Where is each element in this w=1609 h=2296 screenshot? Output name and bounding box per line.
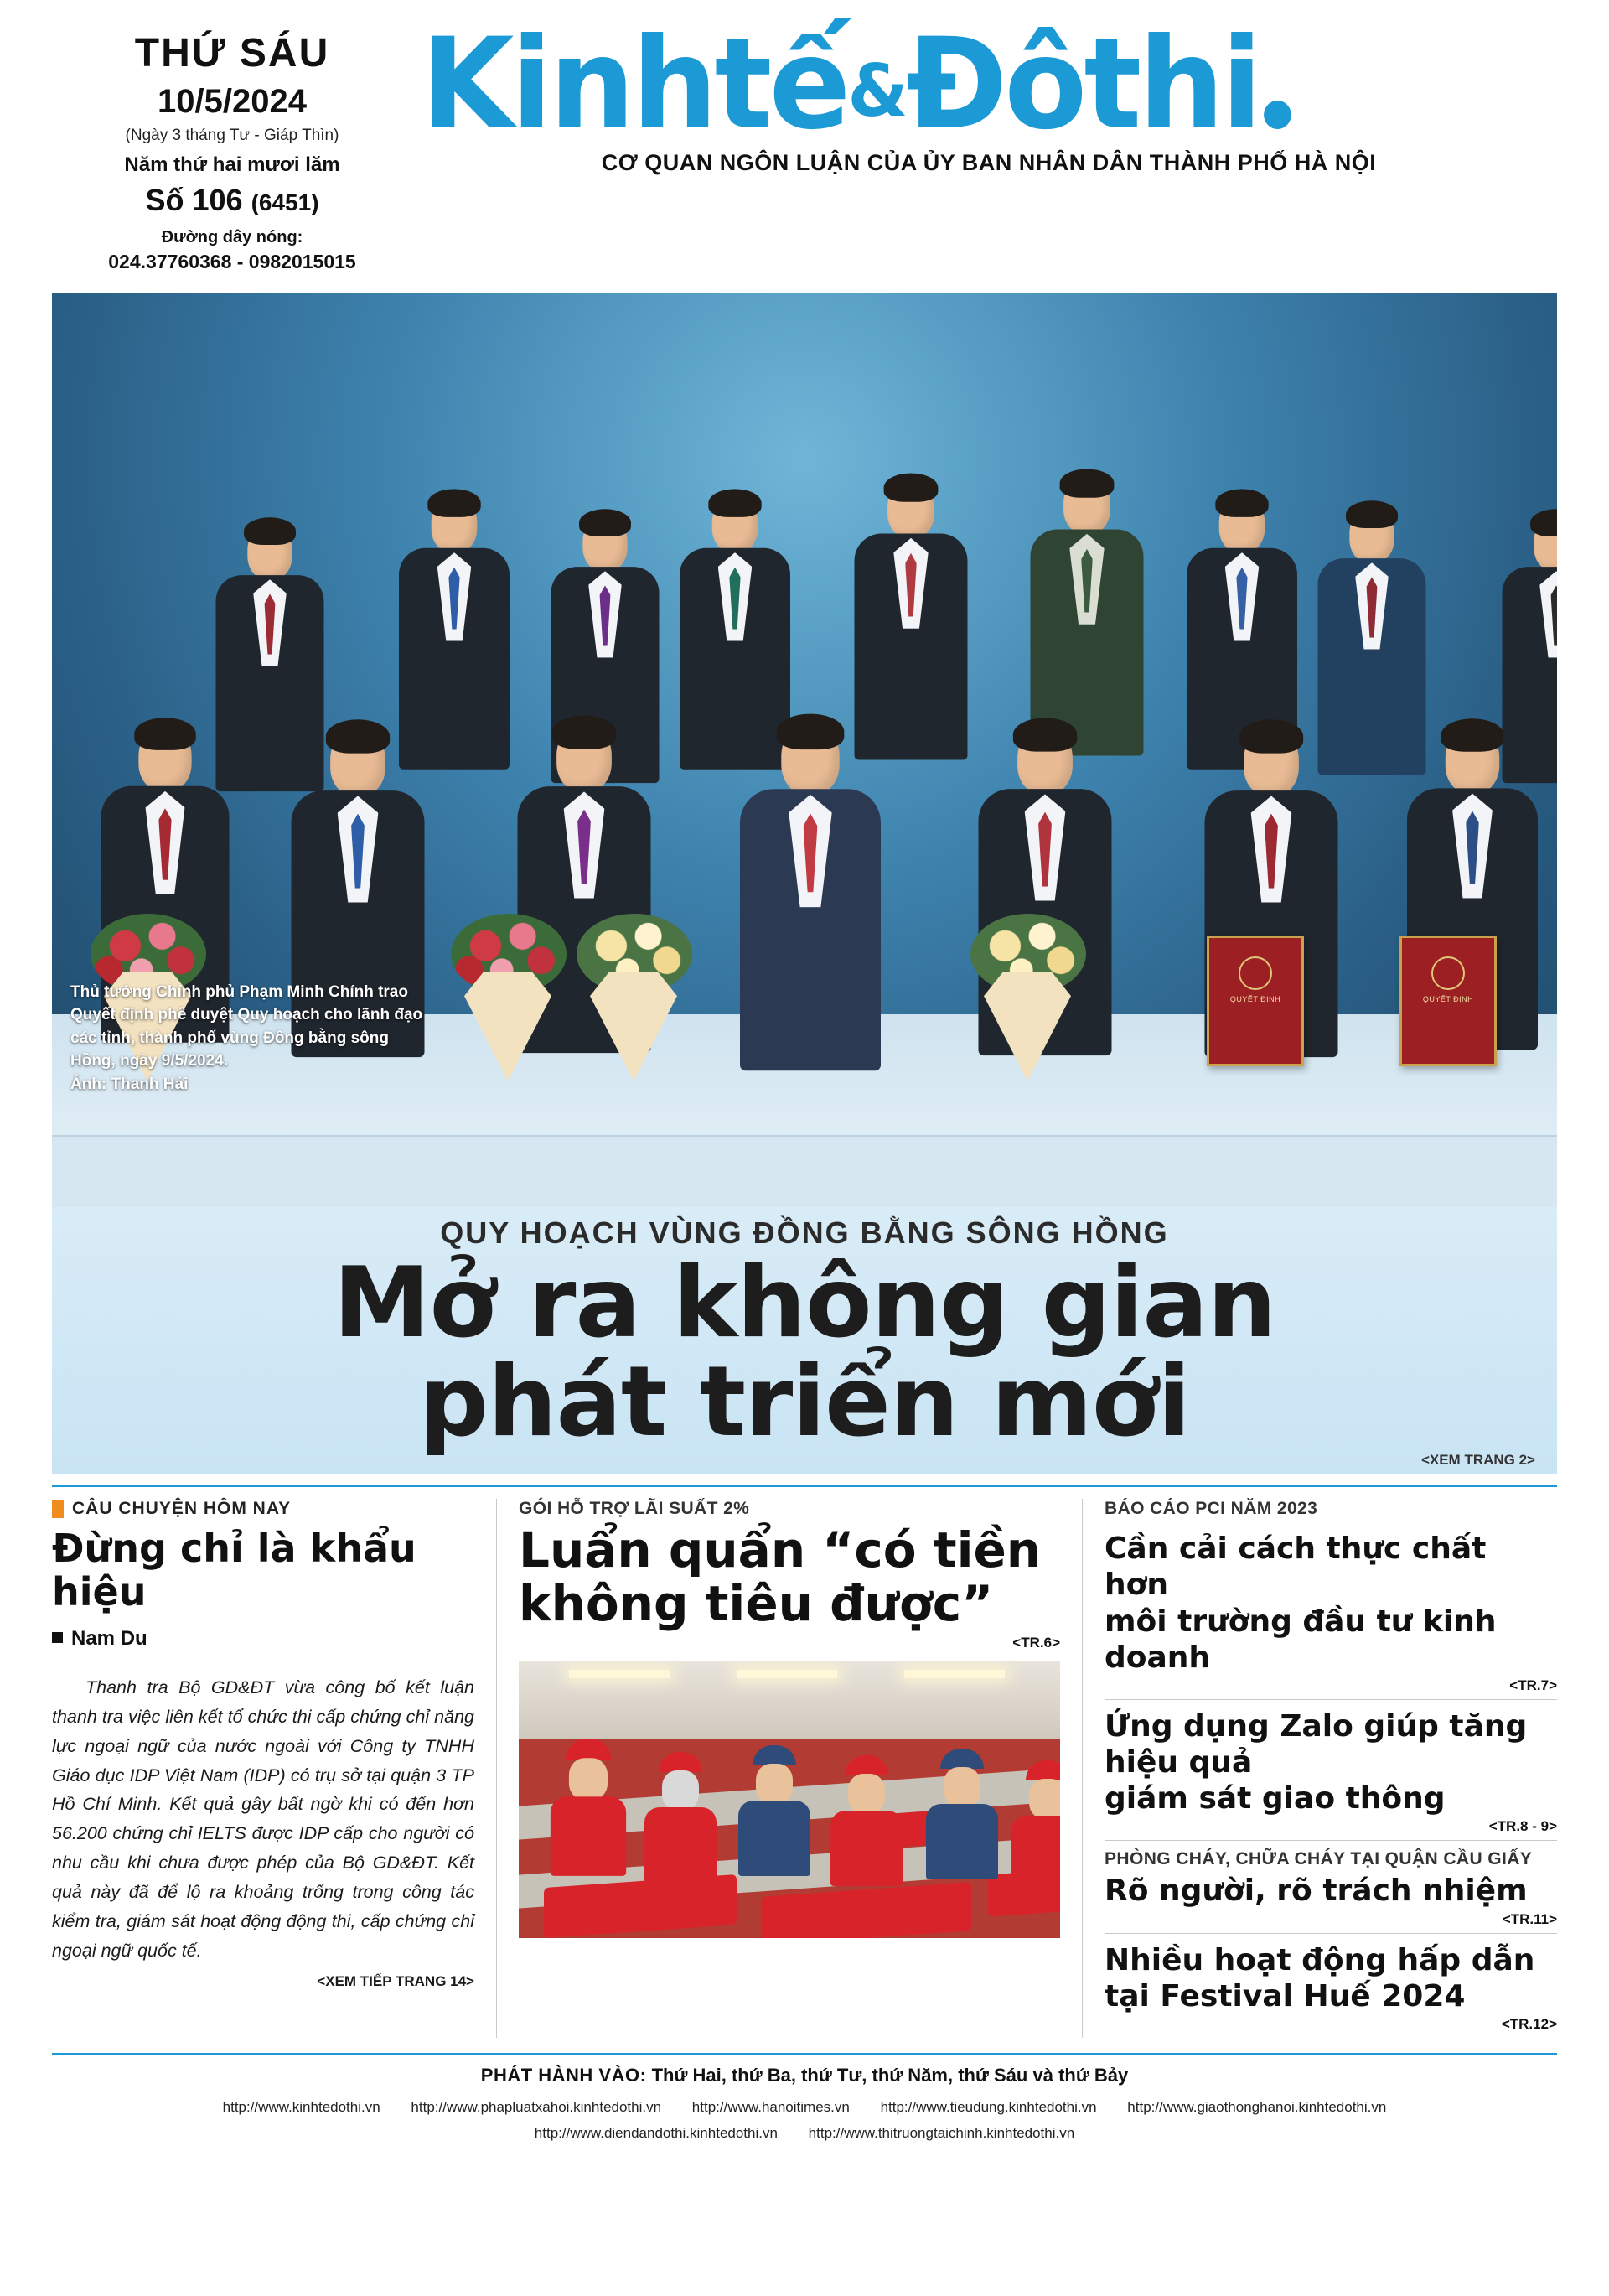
brief-jump[interactable]: <TR.7> — [1509, 1677, 1557, 1693]
hero-headline-band — [52, 1207, 1557, 1475]
distribution-days: Thứ Hai, thứ Ba, thứ Tư, thứ Năm, thứ Sáu và thứ Bảy — [651, 2065, 1129, 2086]
page-footer — [52, 2053, 1557, 2146]
hero-photo-caption — [70, 981, 431, 1096]
logo-text-part2: Đôthi — [906, 12, 1260, 158]
brief-overline: PHÒNG CHÁY, CHỮA CHÁY TẠI QUẬN CẦU GIẤY — [1105, 1849, 1533, 1869]
masthead-year-line: Năm thứ hai mươi lăm — [124, 153, 340, 176]
ceiling-lamp-icon — [904, 1670, 1005, 1678]
brief-item-1[interactable] — [1105, 1522, 1557, 1699]
footer-url[interactable]: http://www.kinhtedothi.vn — [222, 2099, 380, 2115]
brief-headline-line2: giám sát giao thông — [1105, 1781, 1446, 1817]
hero-page-jump[interactable]: <XEM TRANG 2> — [1420, 1452, 1535, 1469]
footer-urls-row2 — [52, 2121, 1557, 2147]
feature-headline-line2: không tiêu được” — [519, 1574, 994, 1632]
masthead-issue-label: Số 106 — [145, 182, 243, 217]
bouquet-icon — [965, 914, 1091, 1081]
factory-worker — [926, 1749, 998, 1879]
column-briefs — [1083, 1499, 1557, 2038]
brief-headline-line1: Nhiều hoạt động hấp dẫn — [1105, 1942, 1535, 1977]
column-feature — [496, 1499, 1083, 2038]
brief-item-4[interactable] — [1105, 1933, 1557, 2038]
footer-url[interactable]: http://www.thitruongtaichinh.kinhtedothi.vn — [808, 2124, 1075, 2141]
brief-headline — [1105, 1531, 1557, 1676]
hero-photo — [52, 293, 1557, 1207]
decision-folder-icon: QUYẾT ĐỊNH — [1399, 936, 1497, 1066]
feature-headline-line1: Luẩn quẩn “có tiền — [519, 1521, 1042, 1579]
masthead-slogan: CƠ QUAN NGÔN LUẬN CỦA ỦY BAN NHÂN DÂN THÀNH PHỐ HÀ NỘI — [601, 149, 1377, 175]
factory-worker — [830, 1755, 903, 1886]
distribution-line — [52, 2065, 1557, 2086]
masthead-logo-block — [421, 12, 1557, 176]
logo-text-part1: Kinhtế — [421, 12, 848, 158]
category-accent-bar — [52, 1500, 64, 1518]
column-opinion — [52, 1499, 496, 2038]
brief-item-2[interactable] — [1105, 1699, 1557, 1841]
distribution-label: PHÁT HÀNH VÀO: — [480, 2065, 647, 2086]
byline-name: Nam Du — [71, 1627, 147, 1651]
footer-urls-row1 — [52, 2095, 1557, 2121]
bouquet-icon — [446, 914, 572, 1081]
hero-caption-text: Thủ tướng Chính phủ Phạm Minh Chính trao Quyết định phê duyệt Quy hoạch cho lãnh đạo các tỉnh, thành phố vùng Đồng bằng sông Hồng, ngày 9/5/2024. — [70, 982, 423, 1070]
factory-worker — [644, 1752, 717, 1883]
brief-headline-line1: Ứng dụng Zalo giúp tăng hiệu quả — [1105, 1708, 1528, 1780]
red-fabric — [762, 1882, 971, 1938]
hero-kicker: QUY HOẠCH VÙNG ĐỒNG BẰNG SÔNG HỒNG — [440, 1215, 1169, 1250]
bouquet-icon — [572, 914, 697, 1081]
masthead-date: 10/5/2024 — [158, 83, 307, 120]
opinion-jump[interactable]: <XEM TIẾP TRANG 14> — [317, 1973, 474, 1990]
footer-url[interactable]: http://www.diendandothi.kinhtedothi.vn — [534, 2124, 778, 2141]
masthead-issue-number: (6451) — [251, 189, 319, 215]
opinion-body-text: Thanh tra Bộ GD&ĐT vừa công bố kết luận thanh tra việc liên kết tổ chức thi cấp chứng chỉ năng lực ngoại ngữ của nước ngoài với Công ty TNHH Giáo dục IDP Việt Nam (IDP) có trụ sở tại quận 3 TP Hồ Chí Minh. Kết quả gây bất ngờ khi có đến hơn 56.200 chứng chỉ IELTS được IDP cấp cho người có nhu cầu khi chưa được phép của Bộ GD&ĐT. Kết quả này đã để lộ ra khoảng trống trong công tác kiểm tra, giám sát hoạt động động thi, cấp chứng chỉ ngoại ngữ quốc tế. — [52, 1677, 474, 1961]
footer-url[interactable]: http://www.giaothonghanoi.kinhtedothi.vn — [1127, 2099, 1387, 2115]
opinion-body — [52, 1673, 474, 1993]
opinion-headline[interactable]: Đừng chỉ là khẩu hiệu — [52, 1526, 416, 1614]
logo-ampersand: & — [847, 49, 907, 133]
feature-jump[interactable]: <TR.6> — [1012, 1634, 1060, 1651]
brief-headline-line1: Rõ người, rõ trách nhiệm — [1105, 1874, 1528, 1909]
opinion-byline — [52, 1627, 474, 1661]
bullet-square-icon — [52, 1632, 63, 1643]
hero-photo-credit: Ảnh: Thanh Hải — [70, 1075, 189, 1093]
lower-stories — [52, 1499, 1557, 2038]
brief-headline — [1105, 1708, 1557, 1817]
hero-headline-line2: phát triển mới — [418, 1345, 1191, 1459]
brief-jump[interactable]: <TR.11> — [1502, 1910, 1557, 1927]
feature-overline: GÓI HỖ TRỢ LÃI SUẤT 2% — [519, 1499, 750, 1519]
ceiling-lamp-icon — [737, 1670, 837, 1678]
masthead-issue — [52, 181, 412, 219]
factory-worker — [551, 1739, 626, 1876]
hotline-label: Đường dây nóng: — [161, 227, 303, 246]
hero-headline-line1: Mở ra không gian — [333, 1246, 1276, 1360]
section-divider — [52, 1485, 1557, 1487]
footer-url[interactable]: http://www.tieudung.kinhtedothi.vn — [880, 2099, 1097, 2115]
brief-headline-line2: tại Festival Huế 2024 — [1105, 1978, 1466, 2014]
footer-urls — [52, 2095, 1557, 2146]
briefs-overline: BÁO CÁO PCI NĂM 2023 — [1105, 1499, 1318, 1519]
masthead-weekday: THỨ SÁU — [134, 31, 330, 75]
logo-dot-icon — [1264, 101, 1291, 129]
hotline-numbers: 024.37760368 - 0982015015 — [108, 250, 356, 272]
ceiling-lamp-icon — [569, 1670, 670, 1678]
brief-headline-line1: Cần cải cách thực chất hơn — [1105, 1532, 1487, 1603]
category-label: CÂU CHUYỆN HÔM NAY — [72, 1499, 292, 1519]
brief-jump[interactable]: <TR.8 - 9> — [1488, 1818, 1557, 1835]
brief-headline-line2: môi trường đầu tư kinh doanh — [1105, 1604, 1497, 1675]
masthead — [52, 12, 1557, 279]
feature-photo — [519, 1661, 1060, 1938]
brief-headline — [1105, 1873, 1557, 1909]
brief-jump[interactable]: <TR.12> — [1501, 2016, 1557, 2032]
brief-item-3[interactable] — [1105, 1840, 1557, 1932]
brief-headline — [1105, 1942, 1557, 2014]
footer-url[interactable]: http://www.hanoitimes.vn — [691, 2099, 850, 2115]
hero-story — [52, 293, 1557, 1475]
footer-url[interactable]: http://www.phapluatxahoi.kinhtedothi.vn — [411, 2099, 662, 2115]
masthead-dateblock — [52, 22, 412, 274]
publication-logo[interactable] — [421, 12, 1512, 158]
factory-worker — [738, 1745, 810, 1876]
masthead-lunar-date: (Ngày 3 tháng Tư - Giáp Thìn) — [125, 127, 339, 144]
decision-folder-icon: QUYẾT ĐỊNH — [1207, 936, 1304, 1066]
factory-worker — [1011, 1760, 1060, 1891]
category-tag — [52, 1499, 474, 1519]
hero-headline[interactable] — [52, 1246, 1557, 1459]
feature-headline[interactable] — [519, 1521, 1060, 1632]
